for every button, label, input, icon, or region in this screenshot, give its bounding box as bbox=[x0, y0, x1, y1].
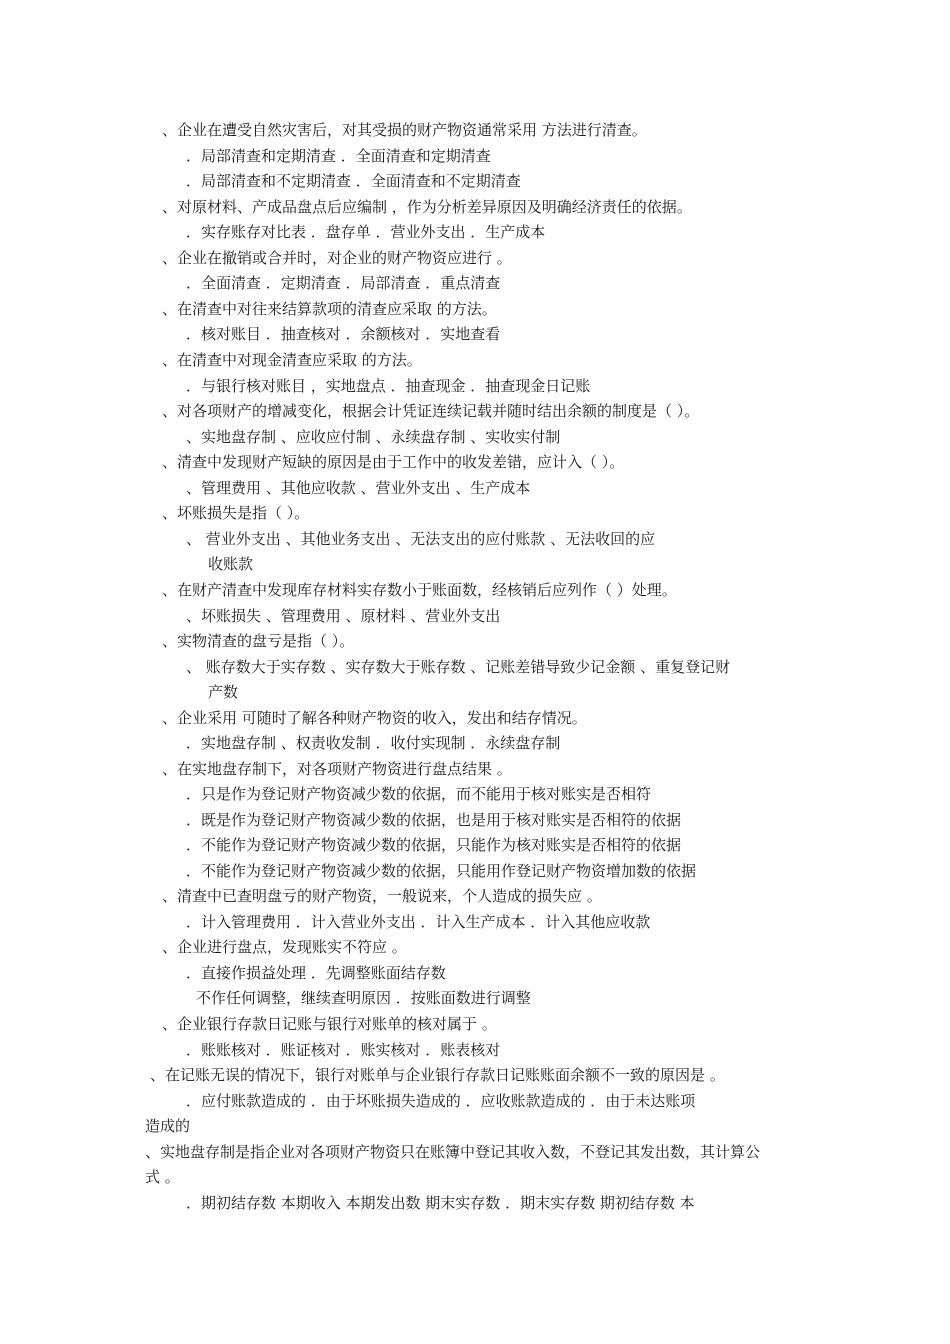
question-17-stem: 、实地盘存制是指企业对各项财产物资只在账簿中登记其收入数，不登记其发出数，其计算公 bbox=[145, 1143, 761, 1161]
question-12-stem: 、在实地盘存制下，对各项财产物资进行盘点结果 。 bbox=[162, 760, 512, 778]
question-16-options: ．应付账款造成的 ．由于坏账损失造成的 ．应收账款造成的 ．由于未达账项 bbox=[186, 1092, 696, 1110]
question-2-stem: 、对原材料、产成品盘点后应编制 ，作为分析差异原因及明确经济责任的依据。 bbox=[162, 198, 692, 216]
question-13-stem: 、清查中已查明盘亏的财产物资，一般说来，个人造成的损失应 。 bbox=[162, 887, 602, 905]
question-15-stem: 、企业银行存款日记账与银行对账单的核对属于 。 bbox=[162, 1015, 497, 1033]
question-17-options: ．期初结存数 本期收入 本期发出数 期末实存数 ．期末实存数 期初结存数 本 bbox=[186, 1194, 695, 1212]
question-17-stem-cont: 式 。 bbox=[145, 1168, 180, 1186]
question-12-option-d: ．不能作为登记财产物资减少数的依据，只能用作登记财产物资增加数的依据 bbox=[186, 862, 697, 880]
question-6-stem: 、对各项财产的增减变化，根据会计凭证连续记载并随时结出余额的制度是（ ）。 bbox=[162, 402, 700, 420]
question-13-options: ．计入管理费用 ．计入营业外支出 ．计入生产成本 ．计入其他应收款 bbox=[186, 913, 651, 931]
question-16-options-cont: 造成的 bbox=[145, 1117, 191, 1135]
question-5-options: ．与银行核对账目 ，实地盘点 ．抽查现金 ．抽查现金日记账 bbox=[186, 377, 591, 395]
question-1-options-a: ．局部清查和定期清查 ．全面清查和定期清查 bbox=[186, 147, 491, 165]
question-12-option-b: ．既是作为登记财产物资减少数的依据，也是用于核对账实是否相符的依据 bbox=[186, 811, 682, 829]
question-12-option-a: ．只是作为登记财产物资减少数的依据，而不能用于核对账实是否相符 bbox=[186, 785, 652, 803]
question-14-options-a: ．直接作损益处理 ．先调整账面结存数 bbox=[186, 964, 446, 982]
question-4-options: ．核对账目 ．抽查核对 ．余额核对 ．实地查看 bbox=[186, 325, 501, 343]
question-8-stem: 、坏账损失是指（ ）。 bbox=[162, 504, 310, 522]
question-10-stem: 、实物清查的盘亏是指（ ）。 bbox=[162, 632, 355, 650]
question-4-stem: 、在清查中对往来结算款项的清查应采取 的方法。 bbox=[162, 300, 497, 318]
question-3-options: ．全面清查 ．定期清查 ．局部清查 ．重点清查 bbox=[186, 274, 501, 292]
question-9-options: 、坏账损失 、管理费用 、原材料 、营业外支出 bbox=[186, 607, 501, 625]
question-8-options: 、 营业外支出 、其他业务支出 、无法支出的应付账款 、无法收回的应 bbox=[186, 530, 656, 548]
question-7-stem: 、清查中发现财产短缺的原因是由于工作中的收发差错，应计入（ ）。 bbox=[162, 453, 625, 471]
question-11-stem: 、企业采用 可随时了解各种财产物资的收入，发出和结存情况。 bbox=[162, 709, 587, 727]
question-6-options: 、实地盘存制 、应收应付制 、永续盘存制 、实收实付制 bbox=[186, 428, 561, 446]
question-16-stem: 、在记账无误的情况下，银行对账单与企业银行存款日记账账面余额不一致的原因是 。 bbox=[150, 1066, 725, 1084]
question-10-options: 、 账存数大于实存数 、实存数大于账存数 、记账差错导致少记金额 、重复登记财 bbox=[186, 658, 731, 676]
question-7-options: 、管理费用 、其他应收款 、营业外支出 、生产成本 bbox=[186, 479, 531, 497]
question-15-options: ．账账核对 ．账证核对 ．账实核对 ．账表核对 bbox=[186, 1041, 501, 1059]
question-14-stem: 、企业进行盘点，发现账实不符应 。 bbox=[162, 938, 407, 956]
question-3-stem: 、企业在撤销或合并时，对企业的财产物资应进行 。 bbox=[162, 249, 512, 267]
question-1-options-b: ．局部清查和不定期清查 ．全面清查和不定期清查 bbox=[186, 172, 521, 190]
question-8-options-cont: 收账款 bbox=[208, 555, 254, 573]
question-10-options-cont: 产数 bbox=[208, 683, 239, 701]
question-1-stem: 、企业在遭受自然灾害后，对其受损的财产物资通常采用 方法进行清查。 bbox=[162, 121, 647, 139]
question-5-stem: 、在清查中对现金清查应采取 的方法。 bbox=[162, 351, 422, 369]
question-12-option-c: ．不能作为登记财产物资减少数的依据，只能作为核对账实是否相符的依据 bbox=[186, 836, 682, 854]
question-11-options: ．实地盘存制 、权责收发制 ．收付实现制 ．永续盘存制 bbox=[186, 734, 561, 752]
question-9-stem: 、在财产清查中发现库存材料实存数小于账面数，经核销后应列作（ ）处理。 bbox=[162, 581, 677, 599]
question-14-options-b: 不作任何调整，继续查明原因 ．按账面数进行调整 bbox=[196, 989, 531, 1007]
question-2-options: ．实存账存对比表 ．盘存单 ．营业外支出 ．生产成本 bbox=[186, 223, 546, 241]
